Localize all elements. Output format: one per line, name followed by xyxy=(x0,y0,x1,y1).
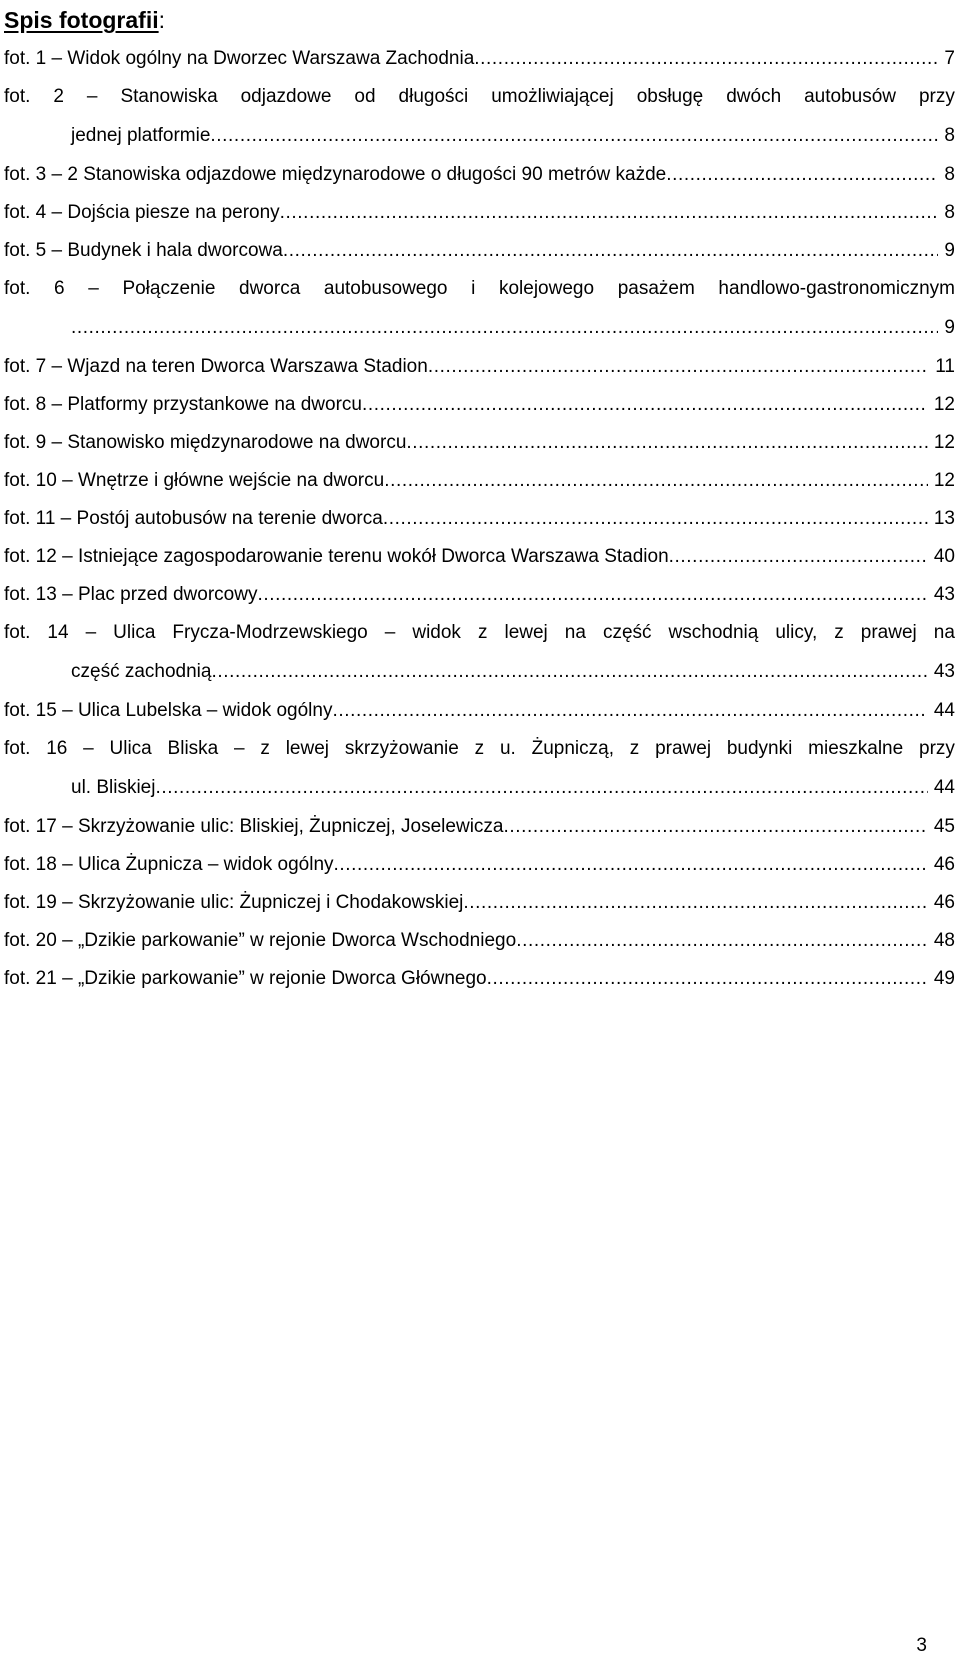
toc-entry-line xyxy=(4,816,955,838)
dot-leader xyxy=(383,508,928,530)
toc-entry xyxy=(4,194,955,232)
toc-word: – xyxy=(83,738,94,759)
dot-leader xyxy=(334,854,928,876)
toc-page-number: 44 xyxy=(933,777,955,798)
toc-entry-line xyxy=(4,394,955,416)
toc-word: od xyxy=(354,86,376,107)
toc-page-number: 43 xyxy=(933,661,955,682)
toc-word: – xyxy=(234,738,245,759)
toc-entry-text: ul. Bliskiej xyxy=(71,777,156,798)
toc-word: z xyxy=(629,738,640,759)
toc-entry-line xyxy=(4,892,955,914)
toc-entry-line-1 xyxy=(4,730,955,768)
dot-leader xyxy=(428,356,929,378)
toc-word: 6 xyxy=(54,278,65,299)
toc-page-number: 13 xyxy=(933,508,955,529)
toc-entry-line xyxy=(4,432,955,454)
dot-leader xyxy=(210,125,938,147)
toc-entry-line xyxy=(4,356,955,378)
toc-entry xyxy=(4,808,955,846)
toc-entry-text: fot. 3 – 2 Stanowiska odjazdowe międzynarodowe o długości 90 metrów każde xyxy=(4,164,667,185)
toc-entry-line xyxy=(4,48,955,70)
toc-word: – xyxy=(88,278,99,299)
toc-entry-text: fot. 5 – Budynek i hala dworcowa xyxy=(4,240,283,261)
toc-entry-text: fot. 17 – Skrzyżowanie ulic: Bliskiej, Żupniczej, Joselewicza xyxy=(4,816,504,837)
dot-leader xyxy=(516,930,928,952)
toc-word: na xyxy=(933,622,955,643)
toc-word: budynki xyxy=(726,738,793,759)
toc-entry xyxy=(4,116,955,156)
toc-word: lewej xyxy=(504,622,548,643)
toc-entry xyxy=(4,462,955,500)
heading-title: Spis fotografii xyxy=(4,7,159,33)
toc-word: fot. xyxy=(4,738,31,759)
toc-page-number: 7 xyxy=(944,48,955,69)
toc-entry xyxy=(4,884,955,922)
toc-entry-first-line xyxy=(4,738,955,760)
dot-leader xyxy=(332,700,927,722)
toc-entry-line xyxy=(4,164,955,186)
toc-word: – xyxy=(86,86,98,107)
toc-entry-line xyxy=(4,968,955,990)
toc-word: i xyxy=(471,278,476,299)
toc-word: – xyxy=(85,622,97,643)
toc-entry xyxy=(4,424,955,462)
toc-word: przy xyxy=(918,86,955,107)
toc-word: lewej xyxy=(285,738,330,759)
toc-entry-first-line xyxy=(4,278,955,300)
dot-leader xyxy=(257,584,927,606)
toc-word: Ulica xyxy=(113,622,156,643)
toc-entry-text: fot. 20 – „Dzikie parkowanie” w rejonie Dworca Wschodniego xyxy=(4,930,517,951)
toc-entry-line-1 xyxy=(4,270,955,308)
dot-leader xyxy=(211,661,927,683)
toc-word: Ulica xyxy=(109,738,152,759)
toc-page-number: 12 xyxy=(933,470,955,491)
toc-entry-text: fot. 9 – Stanowisko międzynarodowe na dworcu xyxy=(4,432,407,453)
toc-entry-line xyxy=(4,584,955,606)
toc-entry-line xyxy=(4,508,955,530)
toc-word: z xyxy=(834,622,844,643)
toc-word: skrzyżowanie xyxy=(344,738,459,759)
toc-entry-text: fot. 11 – Postój autobusów na terenie dworca xyxy=(4,508,383,529)
toc-page-number: 46 xyxy=(933,854,955,875)
toc-entry-line xyxy=(4,777,955,799)
toc-word: mieszkalne xyxy=(808,738,904,759)
toc-word: Żupniczą, xyxy=(531,738,614,759)
toc-word: 16 xyxy=(46,738,68,759)
toc-word: Połączenie xyxy=(122,278,216,299)
toc-word: kolejowego xyxy=(498,278,595,299)
toc-entry-line xyxy=(4,125,955,147)
toc-entry-text: fot. 1 – Widok ogólny na Dworzec Warszawa Zachodnia xyxy=(4,48,475,69)
toc-entry xyxy=(4,692,955,730)
toc-word: u. xyxy=(499,738,516,759)
photo-list xyxy=(4,40,955,998)
toc-entry-line xyxy=(4,470,955,492)
toc-entry-text: fot. 15 – Ulica Lubelska – widok ogólny xyxy=(4,700,333,721)
page-number: 3 xyxy=(916,1635,927,1656)
toc-word: z xyxy=(474,738,485,759)
toc-entry-line xyxy=(4,700,955,722)
toc-word: długości xyxy=(398,86,469,107)
toc-word: fot. xyxy=(4,622,31,643)
toc-entry xyxy=(4,538,955,576)
toc-entry xyxy=(4,576,955,614)
dot-leader xyxy=(474,48,938,70)
toc-entry-first-line xyxy=(4,86,955,108)
toc-entry-text: fot. 13 – Plac przed dworcowy xyxy=(4,584,258,605)
toc-page-number: 44 xyxy=(933,700,955,721)
toc-word: Bliska xyxy=(167,738,219,759)
toc-page-number: 8 xyxy=(944,164,955,185)
toc-word: widok xyxy=(412,622,461,643)
toc-entry xyxy=(4,652,955,692)
toc-entry-line xyxy=(4,661,955,683)
section-heading xyxy=(4,0,165,40)
toc-entry-text: jednej platformie xyxy=(71,125,211,146)
toc-entry-line xyxy=(4,930,955,952)
toc-entry xyxy=(4,308,955,348)
toc-entry-line xyxy=(4,240,955,262)
toc-entry-line-1 xyxy=(4,78,955,116)
toc-entry-line xyxy=(4,854,955,876)
toc-word: autobusów xyxy=(804,86,897,107)
toc-page-number: 11 xyxy=(935,356,955,377)
dot-leader xyxy=(280,202,939,224)
toc-entry-text: fot. 12 – Istniejące zagospodarowanie terenu wokół Dworca Warszawa Stadion xyxy=(4,546,669,567)
toc-entry-first-line xyxy=(4,622,955,644)
toc-entry-text: fot. 4 – Dojścia piesze na perony xyxy=(4,202,280,223)
toc-word: 14 xyxy=(47,622,69,643)
dot-leader xyxy=(487,968,928,990)
dot-leader xyxy=(669,546,928,568)
toc-page-number: 9 xyxy=(944,240,955,261)
toc-entry xyxy=(4,386,955,424)
toc-entry xyxy=(4,40,955,78)
dot-leader xyxy=(503,816,927,838)
dot-leader xyxy=(283,240,939,262)
toc-word: obsługę xyxy=(636,86,704,107)
toc-entry-text: fot. 18 – Ulica Żupnicza – widok ogólny xyxy=(4,854,334,875)
dot-leader xyxy=(384,470,928,492)
toc-word: z xyxy=(260,738,270,759)
toc-entry xyxy=(4,500,955,538)
toc-word: prawej xyxy=(655,738,712,759)
dot-leader xyxy=(406,432,927,454)
toc-entry-line xyxy=(4,202,955,224)
toc-word: 2 xyxy=(53,86,64,107)
dot-leader xyxy=(463,892,927,914)
toc-word: – xyxy=(384,622,396,643)
toc-page-number: 48 xyxy=(933,930,955,951)
toc-word: handlowo-gastronomicznym xyxy=(718,278,955,299)
toc-page-number: 8 xyxy=(944,202,955,223)
toc-word: pasażem xyxy=(617,278,695,299)
toc-word: Frycza-Modrzewskiego xyxy=(172,622,368,643)
toc-word: przy xyxy=(919,738,955,759)
toc-entry xyxy=(4,348,955,386)
toc-word: Stanowiska xyxy=(120,86,218,107)
toc-page-number: 45 xyxy=(933,816,955,837)
toc-entry xyxy=(4,960,955,998)
toc-entry-text: część zachodnią xyxy=(71,661,212,682)
toc-word: część xyxy=(602,622,652,643)
toc-page-number: 49 xyxy=(933,968,955,989)
toc-word: dworca xyxy=(239,278,301,299)
toc-entry xyxy=(4,768,955,808)
heading-colon: : xyxy=(158,7,166,33)
toc-entry-line xyxy=(4,317,955,339)
toc-entry-line xyxy=(4,546,955,568)
toc-word: prawej xyxy=(860,622,917,643)
toc-word: z xyxy=(477,622,488,643)
toc-word: umożliwiającej xyxy=(491,86,614,107)
toc-entry xyxy=(4,232,955,270)
toc-word: fot. xyxy=(4,86,31,107)
toc-page-number: 8 xyxy=(944,125,955,146)
toc-entry-text: fot. 10 – Wnętrze i główne wejście na dworcu xyxy=(4,470,385,491)
toc-word: wschodnią xyxy=(668,622,759,643)
toc-page-number: 12 xyxy=(933,432,955,453)
toc-entry-text: fot. 8 – Platformy przystankowe na dworcu xyxy=(4,394,362,415)
toc-entry xyxy=(4,922,955,960)
toc-page-number: 40 xyxy=(933,546,955,567)
toc-page-number: 43 xyxy=(933,584,955,605)
toc-word: dwóch xyxy=(726,86,782,107)
toc-word: fot. xyxy=(4,278,31,299)
toc-entry xyxy=(4,156,955,194)
toc-word: odjazdowe xyxy=(240,86,332,107)
toc-word: na xyxy=(564,622,586,643)
toc-entry-text: fot. 19 – Skrzyżowanie ulic: Żupniczej i Chodakowskiej xyxy=(4,892,464,913)
dot-leader xyxy=(362,394,928,416)
toc-page-number: 9 xyxy=(944,317,955,338)
toc-word: autobusowego xyxy=(323,278,448,299)
toc-word: ulicy, xyxy=(775,622,818,643)
toc-entry-text: fot. 7 – Wjazd na teren Dworca Warszawa Stadion xyxy=(4,356,428,377)
toc-page-number: 46 xyxy=(933,892,955,913)
dot-leader xyxy=(155,777,927,799)
dot-leader xyxy=(666,164,938,186)
toc-entry-text: fot. 21 – „Dzikie parkowanie” w rejonie Dworca Głównego xyxy=(4,968,487,989)
dot-leader xyxy=(71,317,938,339)
toc-page-number: 12 xyxy=(933,394,955,415)
toc-entry-line-1 xyxy=(4,614,955,652)
toc-entry xyxy=(4,846,955,884)
